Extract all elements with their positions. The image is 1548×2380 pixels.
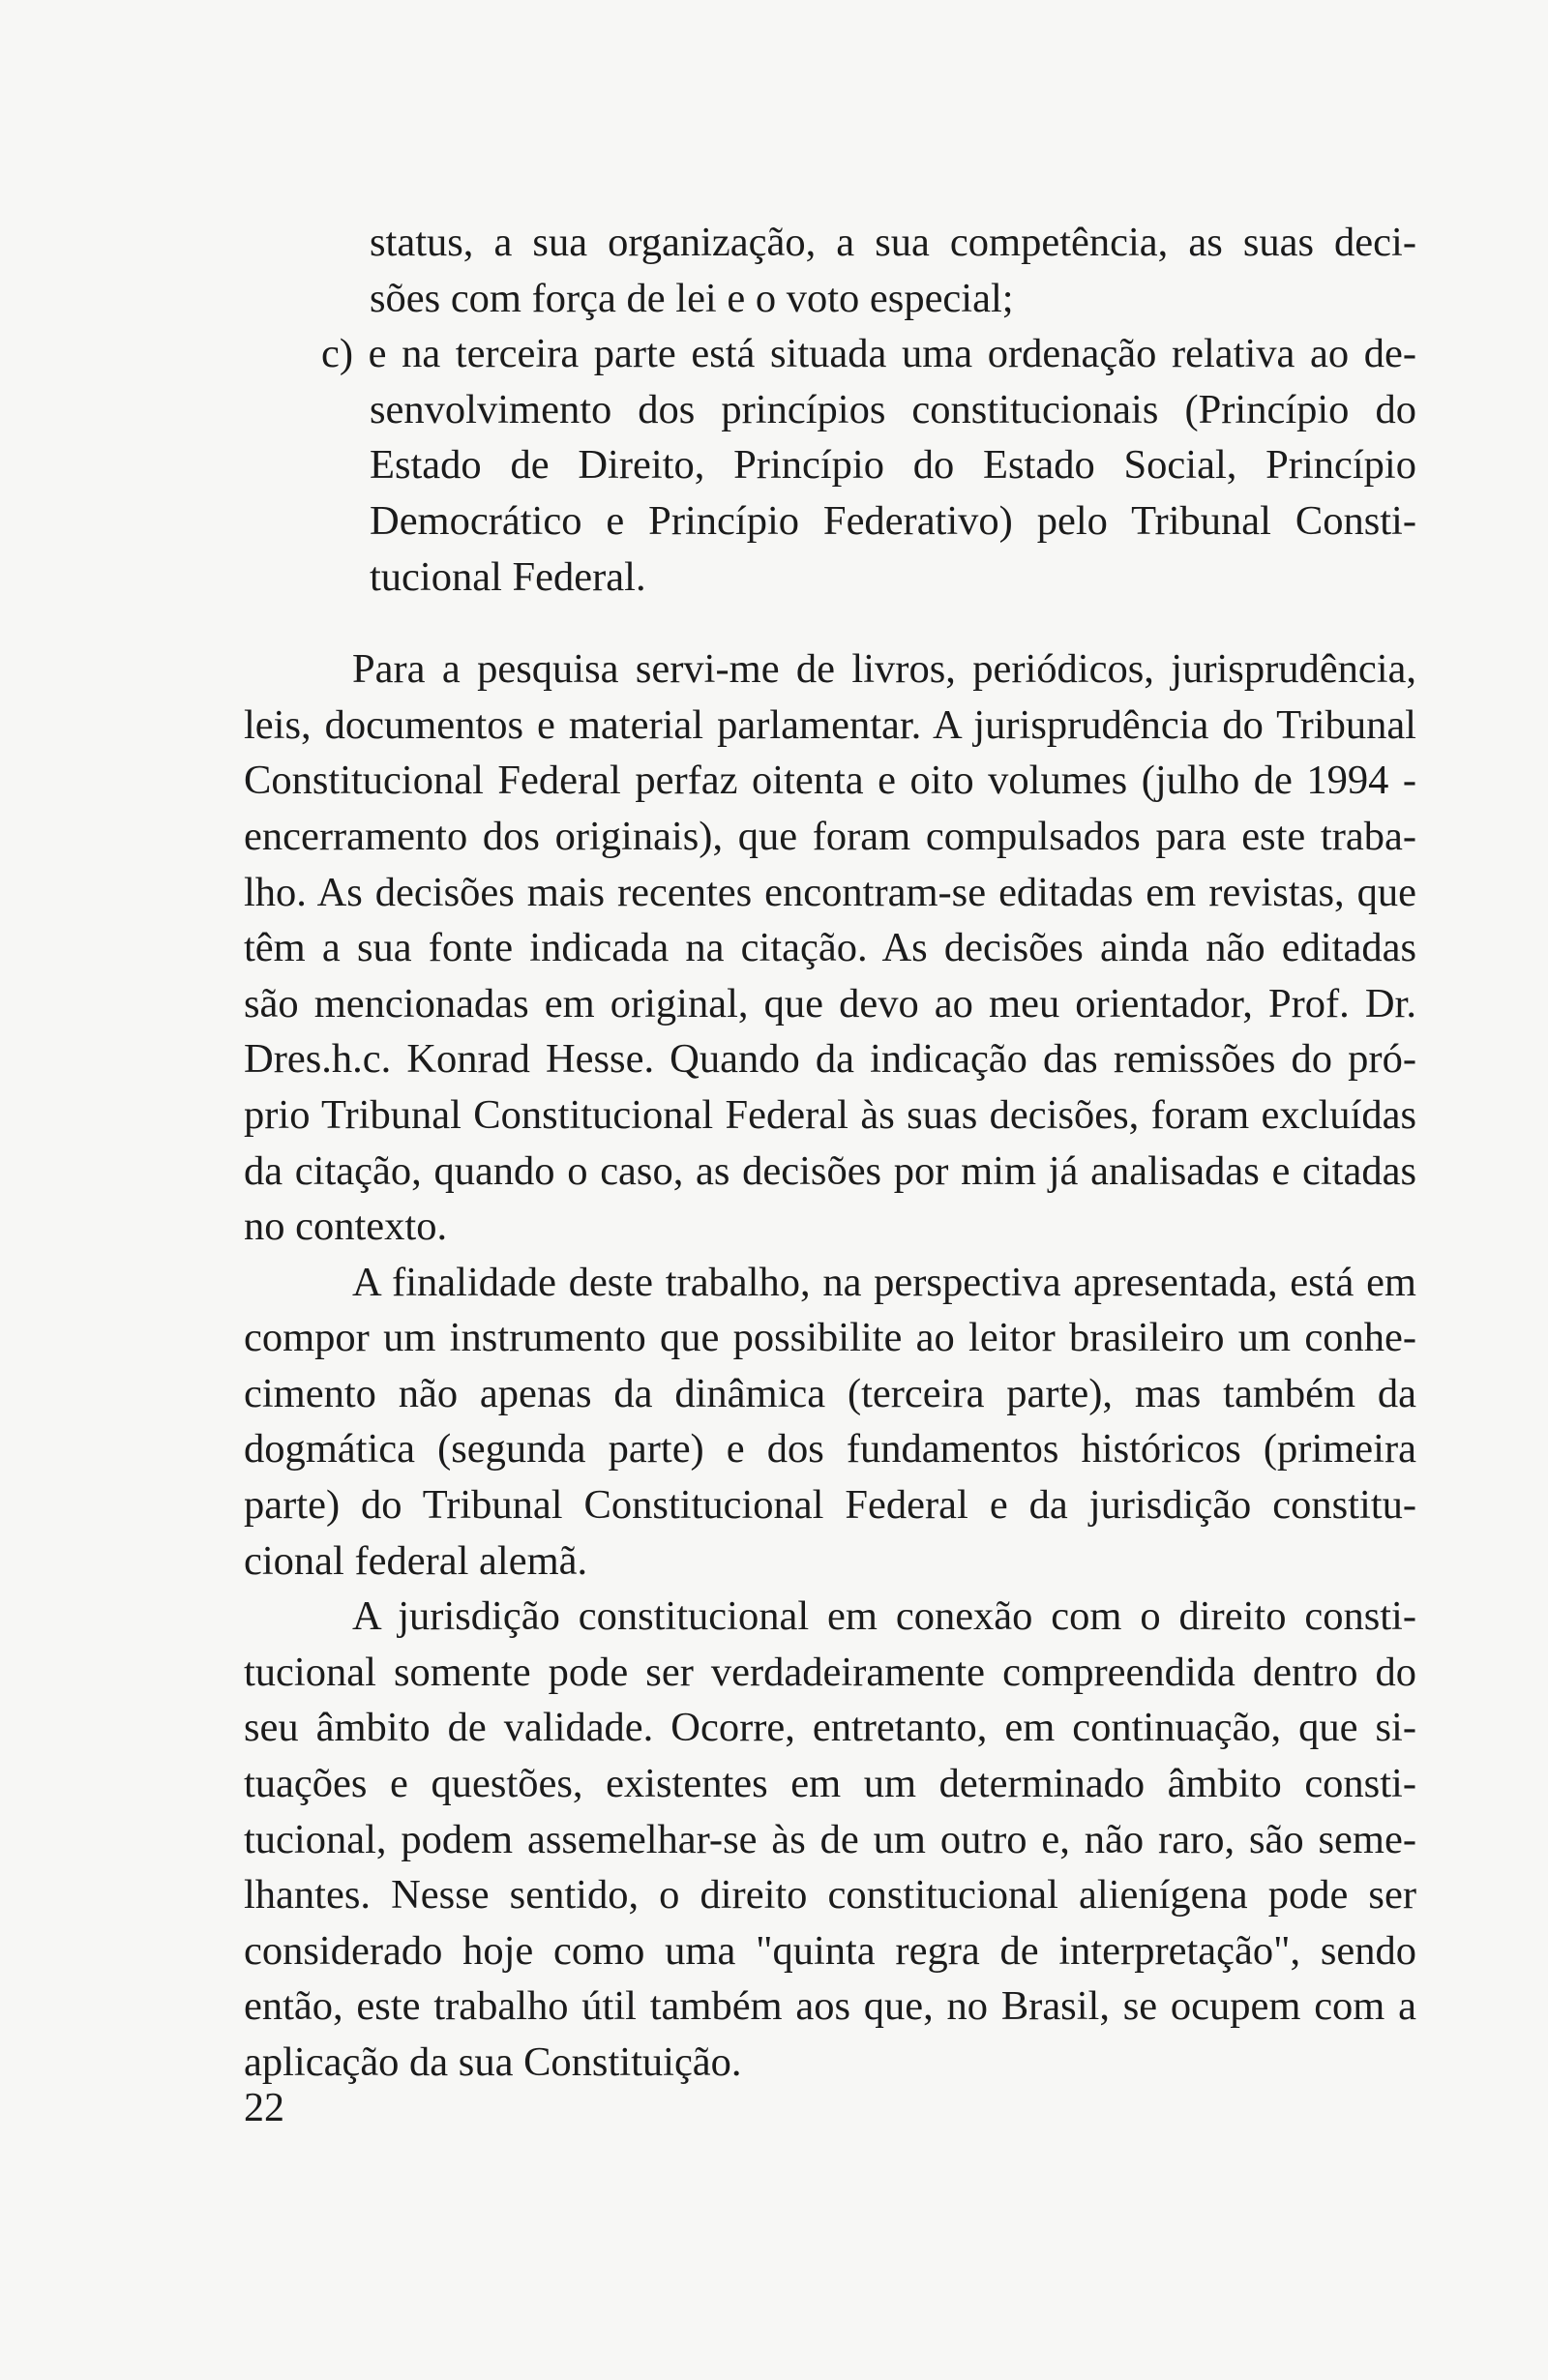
- text-line: prio Tribunal Constitucional Federal às suas decisões, foram excluídas: [244, 1091, 1416, 1138]
- text-line: leis, documentos e material parlamentar. A jurisprudência do Tribunal: [244, 701, 1416, 748]
- text-line: c) e na terceira parte está situada uma ordenação relativa ao de-: [321, 331, 1416, 377]
- list-continuation: [244, 215, 1416, 326]
- text-line: tucional somente pode ser verdadeiramente compreendida dentro do: [244, 1649, 1416, 1695]
- body-text: [244, 215, 1416, 2091]
- page-number: 22: [244, 2086, 284, 2130]
- text-line: status, a sua organização, a sua competência, as suas deci-: [370, 220, 1416, 265]
- text-line: Constitucional Federal perfaz oitenta e oito volumes (julho de 1994 -: [244, 758, 1416, 804]
- text-line: A finalidade deste trabalho, na perspectiva apresentada, está em: [352, 1259, 1416, 1305]
- text-line: lhantes. Nesse sentido, o direito constitucional alienígena pode ser: [244, 1872, 1416, 1919]
- text-line: então, este trabalho útil também aos que, no Brasil, se ocupem com a: [244, 1983, 1416, 2030]
- text-line: tucional Federal.: [370, 553, 646, 600]
- text-line: são mencionadas em original, que devo ao meu orientador, Prof. Dr.: [244, 980, 1416, 1026]
- text-line: compor um instrumento que possibilite ao leitor brasileiro um conhe-: [244, 1315, 1416, 1361]
- text-line: tucional, podem assemelhar-se às de um outro e, não raro, são seme-: [244, 1816, 1416, 1862]
- paragraph-research-sources: [244, 641, 1416, 1255]
- text-line: Dres.h.c. Konrad Hesse. Quando da indicação das remissões do pró-: [244, 1036, 1416, 1083]
- text-line: Democrático e Princípio Federativo) pelo Tribunal Consti-: [370, 497, 1416, 544]
- paragraph-gap: [244, 605, 1416, 641]
- text-line: sões com força de lei e o voto especial;: [370, 275, 1014, 321]
- text-line: cional federal alemã.: [244, 1537, 588, 1584]
- text-line: considerado hoje como uma "quinta regra de interpretação", sendo: [244, 1927, 1416, 1974]
- text-line: seu âmbito de validade. Ocorre, entretanto, em continuação, que si-: [244, 1705, 1416, 1751]
- text-line: A jurisdição constitucional em conexão com o direito consti-: [352, 1593, 1416, 1640]
- text-line: aplicação da sua Constituição.: [244, 2039, 742, 2085]
- paragraph-constitutional-jurisdiction: [244, 1589, 1416, 2090]
- text-line: da citação, quando o caso, as decisões por mim já analisadas e citadas: [244, 1147, 1416, 1194]
- text-line: dogmática (segunda parte) e dos fundamentos históricos (primeira: [244, 1426, 1416, 1473]
- text-line: Para a pesquisa servi-me de livros, periódicos, jurisprudência,: [352, 646, 1416, 693]
- list-item-c: [244, 326, 1416, 605]
- text-line: encerramento dos originais), que foram compulsados para este traba-: [244, 813, 1416, 859]
- text-line: tuações e questões, existentes em um determinado âmbito consti-: [244, 1761, 1416, 1807]
- paragraph-purpose: [244, 1255, 1416, 1590]
- text-line: no contexto.: [244, 1204, 448, 1250]
- text-line: parte) do Tribunal Constitucional Federal e da jurisdição constitu-: [244, 1482, 1416, 1529]
- text-line: cimento não apenas da dinâmica (terceira parte), mas também da: [244, 1370, 1416, 1416]
- text-line: lho. As decisões mais recentes encontram-se editadas em revistas, que: [244, 869, 1416, 915]
- text-line: senvolvimento dos princípios constitucionais (Princípio do: [370, 386, 1416, 432]
- text-line: têm a sua fonte indicada na citação. As decisões ainda não editadas: [244, 925, 1416, 971]
- text-line: Estado de Direito, Princípio do Estado Social, Princípio: [370, 442, 1416, 489]
